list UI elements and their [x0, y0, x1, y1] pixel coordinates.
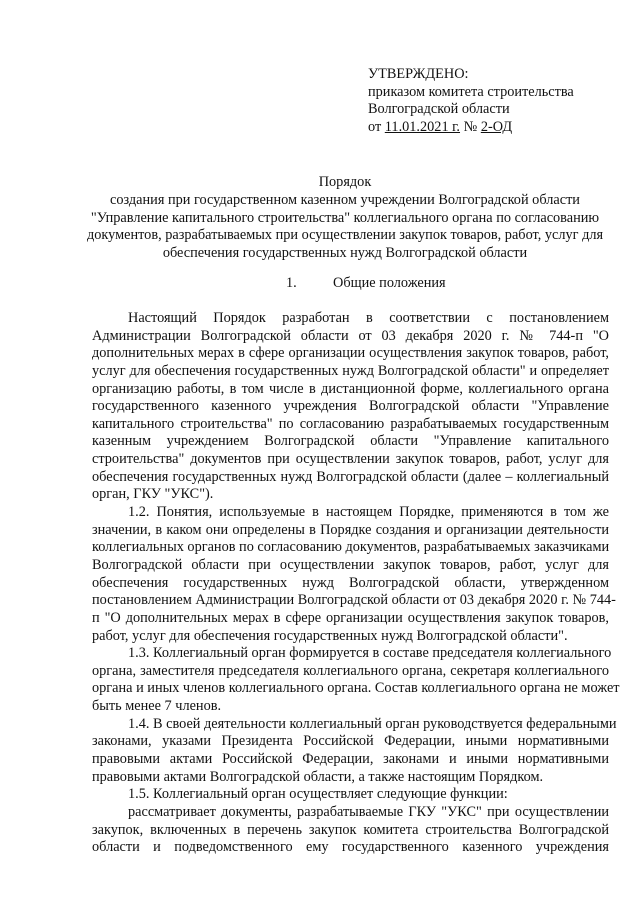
approval-date-prefix: от — [368, 118, 385, 135]
text-line: организацию работы, в том числе в дистанционной форме, коллегиального органа — [92, 380, 609, 397]
approval-order-line: приказом комитета строительства — [368, 83, 574, 100]
text-line: значении, в каком они определены в Порядке создания и организации деятельности — [92, 521, 609, 538]
text-line: органа, заместителя председателя коллегиального органа, секретаря коллегиального — [92, 662, 609, 679]
approval-number-prefix: № — [460, 118, 481, 135]
document-subtitle — [80, 192, 610, 263]
paragraph-functions — [92, 804, 609, 857]
text-line: капитального строительства" по согласованию разрабатываемых государственным — [92, 415, 609, 432]
subtitle-line: "Управление капитального строительства" коллегиального органа по согласованию — [90, 209, 600, 226]
text-line: правовыми актами Волгоградской области, а также настоящим Порядком. — [92, 768, 544, 785]
text-line: услуг для обеспечения государственных нужд Волгоградской области" и определяет — [92, 362, 609, 379]
paragraph-intro — [92, 310, 609, 504]
text-line: работ, услуг для обеспечения государственных нужд Волгоградской области". — [92, 627, 568, 644]
text-line: 1.2. Понятия, используемые в настоящем Порядке, применяются в том же — [128, 504, 609, 521]
text-line: 1.3. Коллегиальный орган формируется в составе председателя коллегиального — [128, 645, 612, 662]
subtitle-line: обеспечения государственных нужд Волгоградской области — [162, 244, 528, 261]
text-line: коллегиальных органов по согласованию документов, разрабатываемых заказчиками — [92, 539, 610, 556]
text-line: Волгоградской области при осуществлении закупок товаров, работ, услуг для — [92, 556, 609, 573]
section-number: 1. — [286, 275, 297, 291]
subtitle-line: создания при государственном казенном учреждении Волгоградской области — [110, 192, 580, 208]
paragraph-1-4 — [92, 715, 617, 787]
text-line: строительства" документов при осуществлении закупок товаров, работ, услуг для — [92, 451, 609, 468]
text-line: 1.4. В своей деятельности коллегиальный орган руководствуется федеральными — [128, 715, 617, 732]
approval-region-line: Волгоградской области — [368, 101, 510, 118]
text-line: органа и иных членов коллегиального органа. Состав коллегиального органа не может — [92, 680, 620, 697]
text-line: быть менее 7 членов. — [92, 698, 222, 715]
section-title: Общие положения — [333, 275, 446, 291]
document-body — [92, 310, 620, 857]
approval-date-line — [368, 119, 608, 137]
section-heading — [0, 275, 640, 293]
text-line: обеспечения государственных нужд Волгоградской области, утвержденном — [92, 574, 609, 591]
text-line: законами, указами Президента Российской Федерации, иными нормативными — [92, 733, 609, 750]
paragraph-1-2 — [92, 504, 616, 645]
text-line: государственного казенного учреждения Волгоградской области "Управление — [92, 398, 609, 415]
text-line: дополнительных мерах в сфере организации осуществления закупок товаров, работ, — [92, 345, 609, 362]
text-line: обеспечения государственных нужд Волгоградской области (далее – коллегиальный — [92, 468, 609, 485]
text-line: рассматривает документы, разрабатываемые ГКУ "УКС" при осуществлении — [128, 803, 609, 820]
text-line: области и подведомственного ему государственного казенного учреждения — [92, 839, 609, 856]
paragraph-1-3 — [92, 645, 620, 716]
approval-number: 2-ОД — [480, 118, 513, 135]
approval-block — [368, 66, 608, 137]
approval-date: 11.01.2021 г. — [384, 118, 461, 135]
text-line: правовыми актами Российской Федерации, законами и иными нормативными — [92, 751, 609, 768]
approval-heading: УТВЕРЖДЕНО: — [368, 66, 469, 82]
subtitle-line: документов, разрабатываемых при осуществлении закупок товаров, работ, услуг для — [86, 227, 604, 244]
text-line: 1.5. Коллегиальный орган осуществляет следующие функции: — [128, 786, 508, 803]
text-line: Настоящий Порядок разработан в соответствии с постановлением — [128, 310, 609, 326]
text-line: закупок, включенных в перечень закупок комитета строительства Волгоградской — [92, 821, 609, 838]
text-line: Администрации Волгоградской области от 03 декабря 2020 г. № 744-п "О — [92, 327, 609, 344]
text-line: постановлением Администрации Волгоградской области от 03 декабря 2020 г. № 744- — [92, 592, 616, 609]
document-title: Порядок — [318, 174, 372, 190]
text-line: орган, ГКУ "УКС"). — [92, 486, 214, 503]
paragraph-1-5 — [92, 786, 609, 804]
text-line: казенным учреждением Волгоградской области "Управление капитального — [92, 433, 609, 450]
text-line: п "О дополнительных мерах в сфере организации осуществления закупок товаров, — [92, 609, 609, 626]
